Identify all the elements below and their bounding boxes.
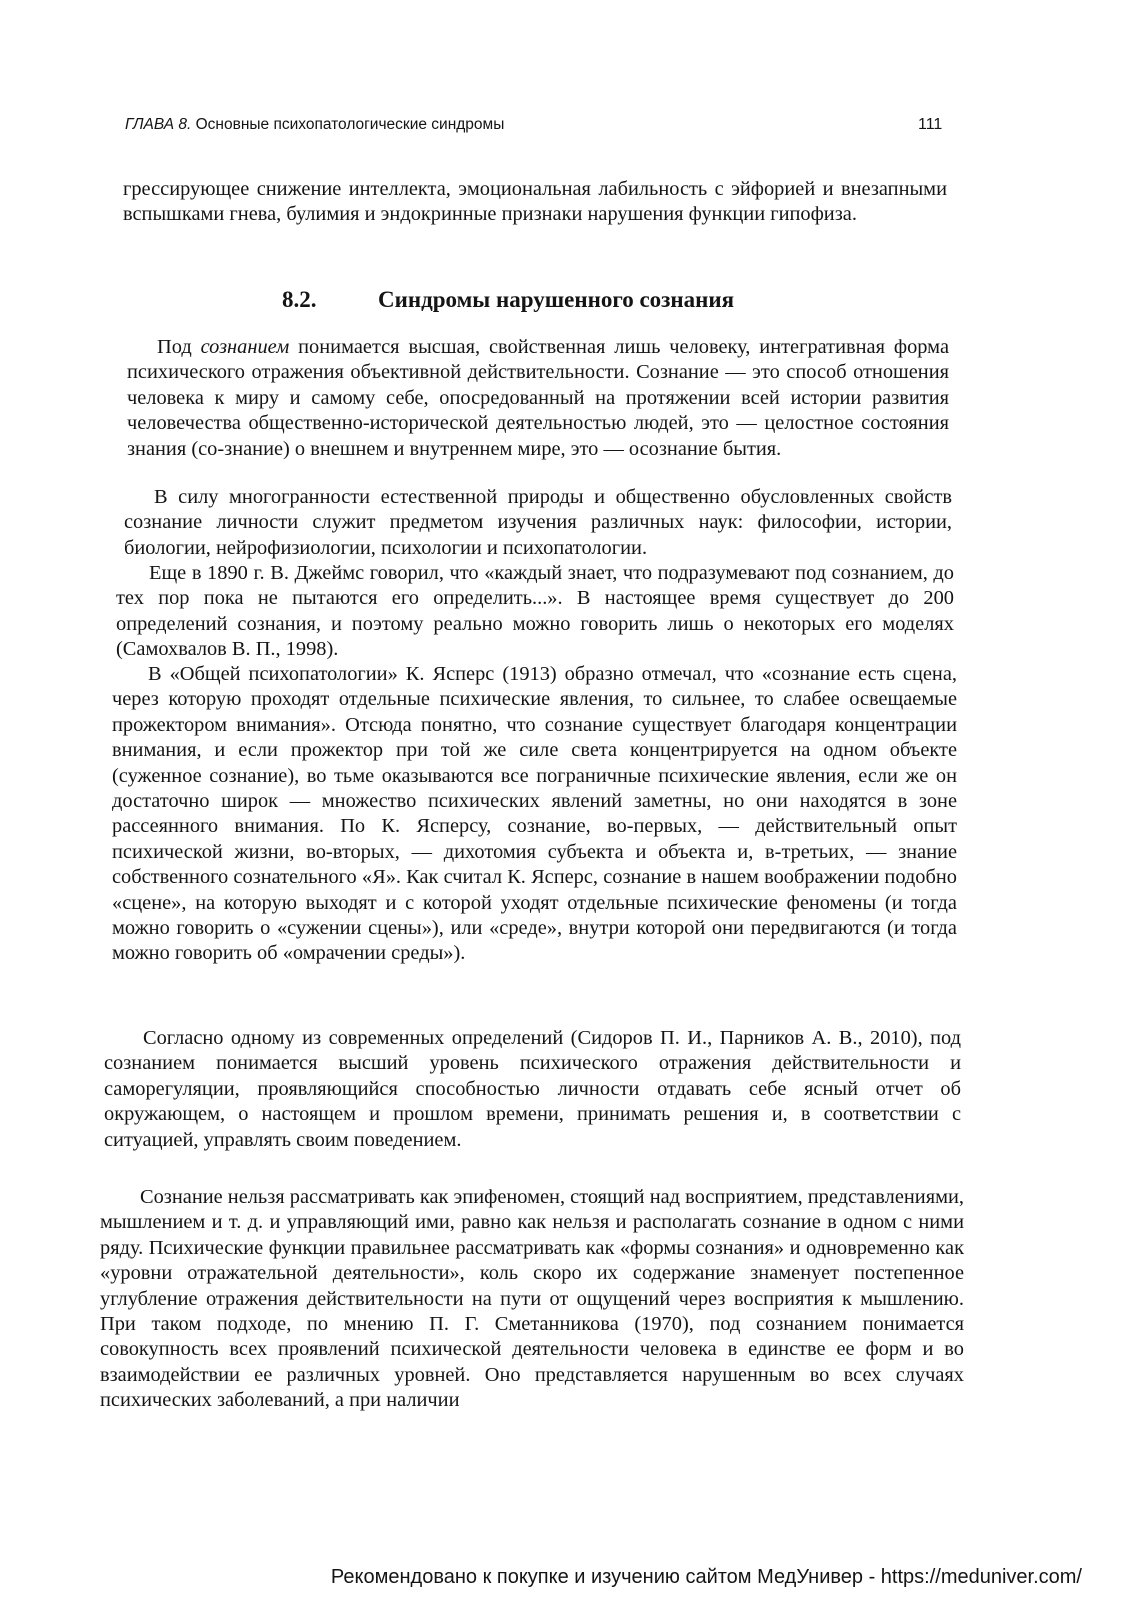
paragraph-2 — [124, 485, 952, 561]
paragraph-1 — [127, 335, 949, 462]
paragraph-1-start: Под — [157, 336, 201, 358]
running-header — [125, 116, 951, 134]
paragraph-6 — [100, 1185, 964, 1414]
intro-text: грессирующее снижение интеллекта, эмоциональная лабильность с эйфорией и внезапными вспышками гнева, булимия и эндокринные признаки нарушения функции гипофиза. — [123, 178, 947, 226]
paragraph-1-text — [127, 335, 949, 462]
intro-paragraph — [123, 177, 947, 228]
page-number: 111 — [918, 116, 943, 133]
paragraph-3-text: Еще в 1890 г. В. Джеймс говорил, что «каждый знает, что подразумевают под сознанием, до тех пор пока не пытаются его определить...». В настоящее время существует до 200 определений сознания, и поэтому реально можно говорить лишь о некоторых его моделях (Самохвалов В. П., 1998). — [116, 562, 954, 661]
consciousness-term: сознанием — [200, 336, 290, 358]
paragraph-5 — [104, 1026, 961, 1153]
footer-recommendation: Рекомендовано к покупке и изучению сайтом МедУнивер - https://meduniver.com/ — [330, 1566, 1082, 1588]
paragraph-5-text: Согласно одному из современных определений (Сидоров П. И., Парников А. В., 2010), под сознанием понимается высший уровень психического отражения действительности и саморегуляции, проявляющийся способностью личности отдавать себе ясный отчет об окружающем, о настоящем и прошлом времени, принимать решения и, в соответствии с ситуацией, управлять своим поведением. — [104, 1027, 961, 1151]
paragraph-4-text: В «Общей психопатологии» К. Ясперс (1913) образно отмечал, что «сознание есть сцена, через которую проходят отдельные психические явления, то сильнее, то слабее освещаемые прожектором внимания». Отсюда понятно, что сознание существует благодаря концентрации внимания, и если прожектор при той же силе света концентрируется на одном объекте (суженное сознание), во тьме оказываются все пограничные психические явления, если же он достаточно широк — множество психических явлений заметны, но они находятся в зоне рассеянного внимания. По К. Ясперсу, сознание, во-первых, — действительный опыт психической жизни, во-вторых, — дихотомия субъекта и объекта и, в-третьих, — знание собственного сознательного «Я». Как считал К. Ясперс, сознание в нашем воображении подобно «сцене», на которую выходят и с которой уходят отдельные психические феномены (и тогда можно говорить о «сужении сцены»), или «среде», внутри которой они передвигаются (и тогда можно говорить об «омрачении среды»). — [112, 663, 957, 965]
chapter-label: ГЛАВА 8. — [125, 116, 192, 133]
chapter-title: Основные психопатологические синдромы — [195, 116, 505, 133]
paragraph-1-rest: понимается высшая, свойственная лишь человеку, интегративная форма психического отражения объективной действительности. Сознание — это способ отношения человека к миру и самому себе, опосредованный на протяжении всей истории развития человечества общественно-исторической деятельностью людей, это — целостное состояния знания (со-знание) о внешнем и внутреннем мире, это — осознание бытия. — [127, 336, 949, 460]
paragraph-6-text: Сознание нельзя рассматривать как эпифеномен, стоящий над восприятием, представлениями, мышлением и т. д. и управляющий ими, равно как нельзя и располагать сознание в одном с ними ряду. Психические функции правильнее рассматривать как «формы сознания» и одновременно как «уровни отражательной деятельности», коль скоро их содержание знаменует постепенное углубление отражения действительности на пути от ощущений через восприятия к мышлению. При таком подходе, по мнению П. Г. Сметанникова (1970), под сознанием понимается совокупность всех проявлений психической деятельности человека в единстве ее форм и во взаимодействии ее различных уровней. Оно представляется нарушенным во всех случаях психических заболеваний, а при наличии — [100, 1186, 964, 1412]
paragraph-2-text: В силу многогранности естественной природы и общественно обусловленных свойств сознание личности служит предметом изучения различных наук: философии, истории, биологии, нейрофизиологии, психологии и психопатологии. — [124, 486, 952, 559]
section-number: 8.2. — [282, 287, 317, 312]
section-title: Синдромы нарушенного сознания — [378, 287, 735, 312]
section-heading — [282, 287, 842, 313]
paragraph-3 — [116, 561, 954, 663]
paragraph-4 — [112, 662, 957, 967]
